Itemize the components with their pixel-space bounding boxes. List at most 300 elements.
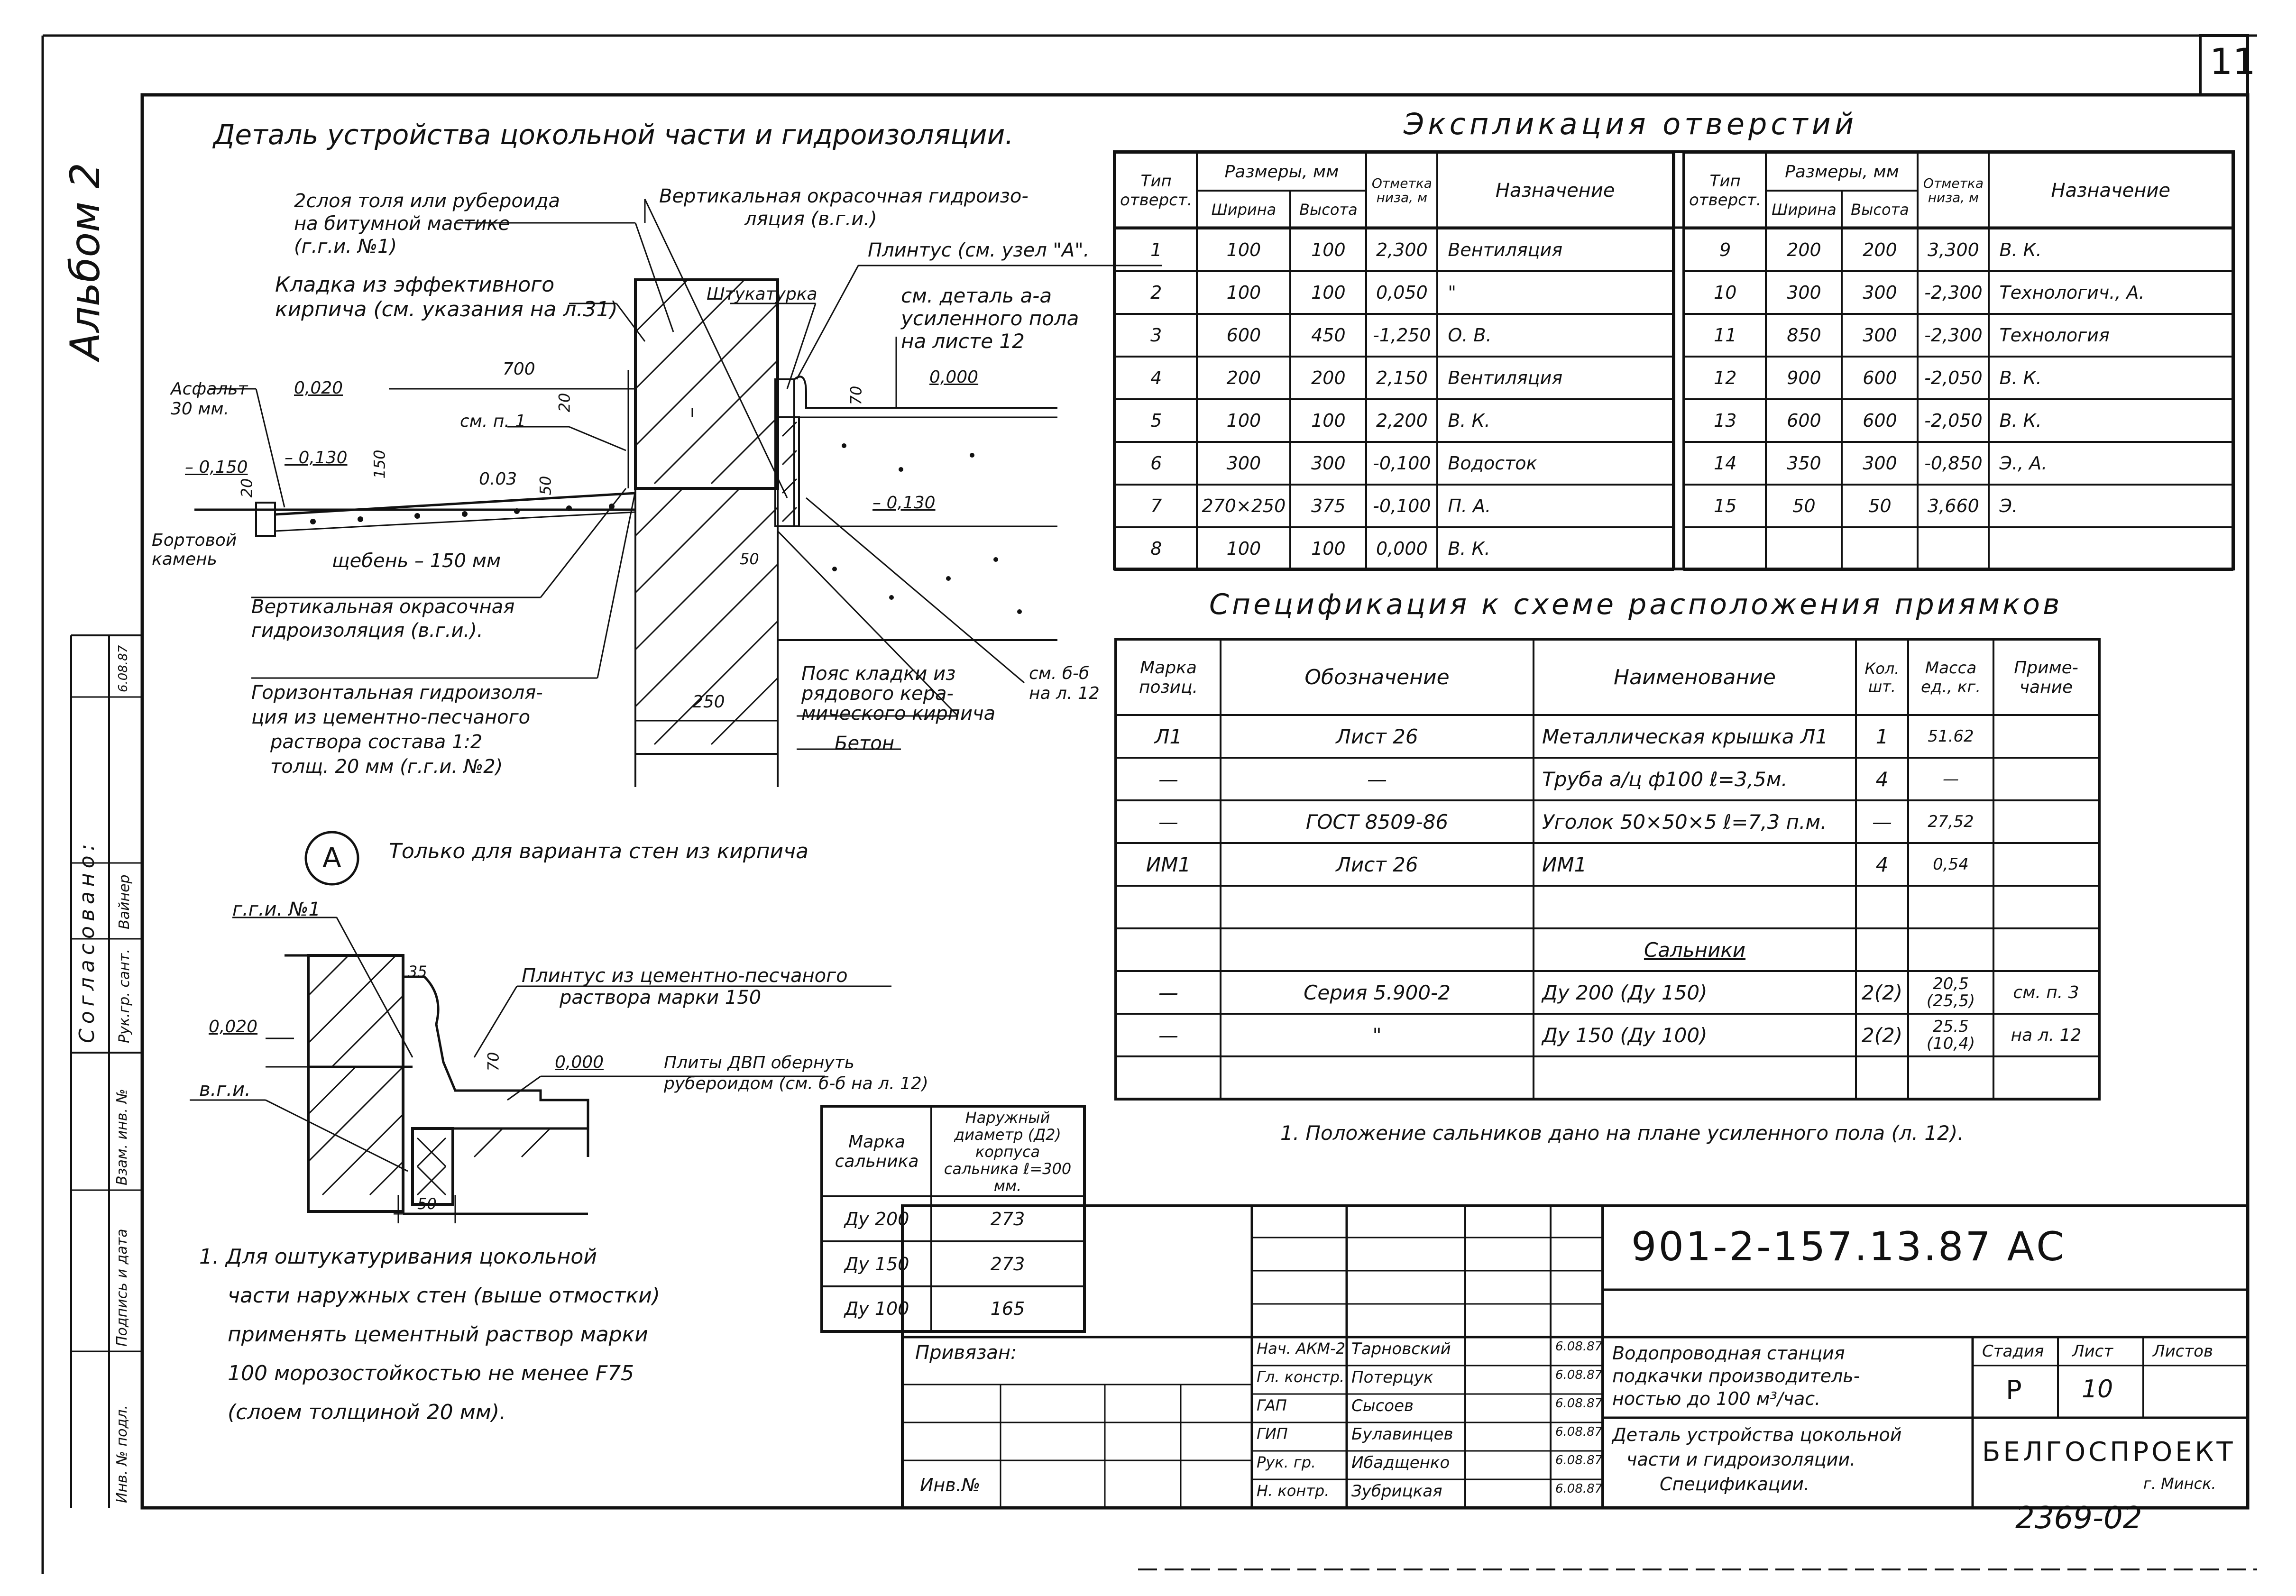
spec-designation (1221, 928, 1534, 971)
level-m0130b: – 0,130 (872, 493, 936, 513)
label-see-p1: см. п. 1 (460, 412, 526, 431)
node-a-dim-35: 35 (408, 963, 427, 981)
stamp-stage: Р (2006, 1375, 2022, 1406)
table-row (1116, 715, 2099, 758)
spec-mark (1116, 1056, 1221, 1099)
stamp-city: г. Минск. (2143, 1475, 2216, 1493)
expl-l-mark: 2,200 (1366, 399, 1437, 442)
label-masonry-1: Кладка из эффективного (275, 273, 555, 297)
expl-l-purpose: П. А. (1437, 485, 1673, 527)
expl-l-mark: -0,100 (1366, 442, 1437, 485)
label-belt-1: Пояс кладки из (801, 663, 956, 685)
label-belt-3: мического кирпича (801, 703, 996, 725)
spec-qty: — (1856, 800, 1908, 843)
node-a-level-0020: 0,020 (209, 1017, 258, 1036)
expl-l-type: 3 (1115, 314, 1197, 357)
expl-l-width: 100 (1197, 399, 1290, 442)
expl-r-h-purpose: Назначение (1989, 153, 2232, 229)
stamp-sheet-header: Лист (2072, 1342, 2113, 1361)
expl-r-purpose: Технологич., А. (1989, 271, 2232, 314)
label-see-detail-3: на листе 12 (901, 330, 1025, 353)
spec-note: см. п. 3 (1993, 971, 2099, 1014)
stamp-object-1: Водопроводная станция (1612, 1343, 1845, 1364)
table-row (1115, 271, 1673, 314)
expl-r-mark: 3,660 (1918, 485, 1989, 527)
label-layers-2: на битумной мастике (294, 213, 510, 235)
label-asphalt-2: 30 мм. (171, 399, 230, 419)
stamp-date: 6.08.87 (1555, 1425, 1603, 1439)
expl-r-height: 300 (1842, 314, 1918, 357)
label-horizontal-4: толщ. 20 мм (г.г.и. №2) (270, 756, 503, 778)
spec-note (1993, 1056, 2099, 1099)
table-row (1684, 357, 2232, 399)
stamp-sheet-title-2: части и гидроизоляции. (1626, 1449, 1856, 1470)
sheet-number: 11 (2210, 40, 2256, 83)
expl-r-h-sizes: Размеры, мм (1766, 153, 1918, 191)
table-row (1116, 928, 2099, 971)
spec-name: Ду 200 (Ду 150) (1534, 971, 1856, 1014)
stamp-role: Гл. констр. (1257, 1368, 1345, 1386)
note-left-line-1: 1. Для оштукатуривания цокольной (199, 1245, 597, 1269)
node-a-mark: А (322, 842, 341, 874)
table-row (1115, 357, 1673, 399)
expl-r-h-height: Высота (1842, 191, 1918, 229)
side-label-replace: Взам. инв. № (114, 1089, 130, 1185)
label-vgi-1: Вертикальная окрасочная (251, 596, 515, 618)
stamp-role: ГИП (1257, 1425, 1288, 1443)
side-date: 6.08.87 (116, 645, 130, 692)
spec-mass (1908, 928, 1993, 971)
stamp-date: 6.08.87 (1555, 1482, 1603, 1496)
expl-r-purpose: В. К. (1989, 229, 2232, 271)
label-vert-paint-1: Вертикальная окрасочная гидроизо- (659, 185, 1029, 207)
label-slope: 0.03 (479, 469, 517, 489)
expl-l-width: 270×250 (1197, 485, 1290, 527)
expl-r-mark: 3,300 (1918, 229, 1989, 271)
expl-r-type: 14 (1684, 442, 1766, 485)
album-label: Альбом 2 (62, 162, 109, 360)
expl-r-height: 200 (1842, 229, 1918, 271)
label-belt (801, 664, 995, 724)
expl-r-mark: -2,300 (1918, 314, 1989, 357)
expl-l-height: 375 (1290, 485, 1366, 527)
expl-l-mark: 0,050 (1366, 271, 1437, 314)
expl-l-width: 100 (1197, 229, 1290, 271)
stamp-sheets-header: Листов (2153, 1342, 2213, 1361)
note-left-line-5: (слоем толщиной 20 мм). (228, 1400, 506, 1424)
label-gravel: щебень – 150 мм (332, 550, 501, 572)
label-layers-1: 2слоя толя или рубероида (294, 190, 560, 212)
spec-qty: 1 (1856, 715, 1908, 758)
note-left-line-3: применять цементный раствор марки (228, 1322, 648, 1347)
label-horizontal-3: раствора состава 1:2 (270, 731, 483, 753)
spec-h-name: Наименование (1534, 639, 1856, 715)
expl-r-purpose: Э., А. (1989, 442, 2232, 485)
label-asphalt (171, 379, 248, 419)
spec-name: Уголок 50×50×5 ℓ=7,3 п.м. (1534, 800, 1856, 843)
stamp-sheet-title-3: Спецификации. (1660, 1474, 1810, 1495)
stamp-org: БЕЛГОСПРОЕКТ (1982, 1437, 2236, 1468)
expl-l-purpose: Вентиляция (1437, 357, 1673, 399)
node-a-plates-1: Плиты ДВП обернуть (664, 1053, 854, 1073)
spec-note (1993, 886, 2099, 928)
stamp-role: Н. контр. (1257, 1482, 1330, 1500)
node-a-dim-70: 70 (484, 1052, 503, 1072)
spec-mark: ИМ1 (1116, 843, 1221, 886)
node-a-title: Только для варианта стен из кирпича (389, 839, 809, 863)
spec-h-mark: Марка позиц. (1116, 639, 1221, 715)
spec-note (1993, 715, 2099, 758)
glands-header-mark: Марка сальника (822, 1106, 931, 1196)
spec-mark: — (1116, 1014, 1221, 1056)
expl-r-height: 300 (1842, 271, 1918, 314)
label-masonry (275, 273, 618, 322)
side-person: Вайнер (116, 874, 133, 929)
level-m0150: – 0,150 (185, 458, 248, 477)
spec-note (1993, 928, 2099, 971)
stamp-name: Сысоев (1351, 1396, 1414, 1415)
table-row (1115, 442, 1673, 485)
expl-r-h-width: Ширина (1766, 191, 1842, 229)
label-asphalt-1: Асфальт (171, 379, 248, 399)
node-a-drawing (266, 832, 588, 1223)
spec-name: Ду 150 (Ду 100) (1534, 1014, 1856, 1056)
spec-designation: " (1221, 1014, 1534, 1056)
spec-h-mass: Масса ед., кг. (1908, 639, 1993, 715)
stamp-name: Зубрицкая (1351, 1482, 1442, 1501)
stamp-date: 6.08.87 (1555, 1453, 1603, 1468)
dim-250: 250 (692, 692, 725, 712)
glands-row-2-diam: 273 (931, 1241, 1084, 1286)
expl-r-mark: -0,850 (1918, 442, 1989, 485)
expl-r-mark: -2,050 (1918, 357, 1989, 399)
expl-r-mark (1918, 527, 1989, 570)
table-row (1116, 1056, 2099, 1099)
label-curb-2: камень (152, 550, 217, 569)
spec-mark (1116, 928, 1221, 971)
glands-row-1-mark: Ду 200 (822, 1196, 931, 1241)
label-vgi-2: гидроизоляция (в.г.и.). (251, 620, 483, 642)
expl-r-height: 50 (1842, 485, 1918, 527)
level-0000: 0,000 (929, 367, 979, 387)
node-a-dim-50: 50 (417, 1195, 437, 1213)
expl-r-purpose: В. К. (1989, 399, 2232, 442)
stamp-stage-header: Стадия (1982, 1342, 2044, 1361)
expl-r-width (1766, 527, 1842, 570)
dim-70: 70 (847, 385, 865, 405)
label-see-detail-1: см. деталь а-а (901, 284, 1052, 307)
expl-l-height: 300 (1290, 442, 1366, 485)
side-agreed: Согласовано: (75, 839, 99, 1043)
label-curb (152, 531, 237, 569)
spec-name (1534, 886, 1856, 928)
spec-designation (1221, 1056, 1534, 1099)
label-horizontal (251, 680, 543, 779)
explication-table-left (1114, 152, 1674, 571)
spec-qty: 4 (1856, 758, 1908, 800)
spec-mark (1116, 886, 1221, 928)
level-m0130: – 0,130 (285, 448, 348, 468)
dim-50b: 50 (740, 550, 759, 568)
expl-l-purpose: В. К. (1437, 527, 1673, 570)
table-row (1684, 229, 2232, 271)
dim-50a: 50 (536, 476, 555, 495)
spec-h-designation: Обозначение (1221, 639, 1534, 715)
dim-150: 150 (370, 449, 389, 479)
expl-l-type: 1 (1115, 229, 1197, 271)
table-row (1684, 399, 2232, 442)
spec-mass (1908, 886, 1993, 928)
spec-mark: — (1116, 971, 1221, 1014)
label-see-bb-1: см. б-б (1029, 664, 1090, 683)
node-a-plinth (522, 965, 848, 1009)
glands-header-diam: Наружный диаметр (Д2) корпуса сальника ℓ=300 мм. (931, 1106, 1084, 1196)
stamp-role: Нач. АКМ-2 (1257, 1339, 1346, 1358)
expl-l-h-type: Тип отверст. (1115, 153, 1197, 229)
stamp-name: Ибадщенко (1351, 1453, 1450, 1472)
label-horizontal-1: Горизонтальная гидроизоля- (251, 682, 543, 704)
expl-l-height: 100 (1290, 271, 1366, 314)
spec-note (1993, 843, 2099, 886)
expl-l-type: 7 (1115, 485, 1197, 527)
spec-mass: 25.5 (10,4) (1908, 1014, 1993, 1056)
spec-designation: ГОСТ 8509-86 (1221, 800, 1534, 843)
table-row (1116, 886, 2099, 928)
node-a-plates-2: рубероидом (см. б-б на л. 12) (664, 1074, 928, 1093)
table-row (1684, 271, 2232, 314)
expl-l-width: 300 (1197, 442, 1290, 485)
expl-l-mark: -1,250 (1366, 314, 1437, 357)
spec-designation: Лист 26 (1221, 843, 1534, 886)
spec-h-note: Приме- чание (1993, 639, 2099, 715)
node-a-plates (664, 1053, 928, 1094)
expl-r-purpose (1989, 527, 2232, 570)
stamp-name: Потерцук (1351, 1368, 1433, 1387)
spec-name: Труба а/ц ф100 ℓ=3,5м. (1534, 758, 1856, 800)
expl-r-width: 900 (1766, 357, 1842, 399)
explication-table-right (1683, 152, 2233, 571)
expl-r-h-mark: Отметка низа, м (1918, 153, 1989, 229)
expl-l-type: 8 (1115, 527, 1197, 570)
spec-note (1993, 800, 2099, 843)
expl-r-mark: -2,050 (1918, 399, 1989, 442)
table-row (1115, 527, 1673, 570)
spec-table (1114, 638, 2101, 1101)
detail-title: Деталь устройства цокольной части и гидроизоляции. (213, 119, 1014, 151)
stamp-object-3: ностью до 100 м³/час. (1612, 1388, 1821, 1409)
expl-l-width: 600 (1197, 314, 1290, 357)
expl-l-h-sizes: Размеры, мм (1197, 153, 1366, 191)
expl-r-height: 600 (1842, 357, 1918, 399)
spec-mass (1908, 1056, 1993, 1099)
label-see-detail (901, 284, 1079, 353)
expl-l-type: 2 (1115, 271, 1197, 314)
expl-l-width: 200 (1197, 357, 1290, 399)
gravel-dots (310, 443, 1022, 614)
stamp-date: 6.08.87 (1555, 1368, 1603, 1382)
stamp-date: 6.08.87 (1555, 1396, 1603, 1411)
label-concrete: Бетон (835, 733, 894, 754)
side-label-inv: Инв. № подл. (114, 1405, 130, 1503)
label-masonry-2: кирпича (см. указания на л.31) (275, 297, 618, 321)
node-a-ggi: г.г.и. №1 (232, 899, 321, 920)
spec-mass: 0,54 (1908, 843, 1993, 886)
expl-r-type: 10 (1684, 271, 1766, 314)
expl-l-height: 100 (1290, 399, 1366, 442)
stamp-date: 6.08.87 (1555, 1339, 1603, 1354)
spec-note: на л. 12 (1993, 1014, 2099, 1056)
expl-r-width: 600 (1766, 399, 1842, 442)
expl-l-type: 5 (1115, 399, 1197, 442)
spec-mark: — (1116, 758, 1221, 800)
spec-name: Металлическая крышка Л1 (1534, 715, 1856, 758)
table-row (1116, 843, 2099, 886)
expl-l-purpose: Вентиляция (1437, 229, 1673, 271)
expl-l-height: 200 (1290, 357, 1366, 399)
stamp-name: Булавинцев (1351, 1425, 1453, 1444)
stamp-role: ГАП (1257, 1396, 1287, 1414)
expl-r-width: 350 (1766, 442, 1842, 485)
spec-designation (1221, 886, 1534, 928)
spec-qty: 2(2) (1856, 1014, 1908, 1056)
expl-l-mark: 2,300 (1366, 229, 1437, 271)
expl-l-h-height: Высота (1290, 191, 1366, 229)
table-row (1684, 314, 2232, 357)
expl-r-type: 15 (1684, 485, 1766, 527)
spec-note: 1. Положение сальников дано на плане усиленного пола (л. 12). (1280, 1121, 1964, 1145)
side-role: Рук.гр. сант. (116, 949, 133, 1043)
note-left-line-4: 100 морозостойкостью не менее F75 (228, 1361, 634, 1385)
expl-r-purpose: Технология (1989, 314, 2232, 357)
spec-qty: 2(2) (1856, 971, 1908, 1014)
expl-r-width: 850 (1766, 314, 1842, 357)
spec-note (1993, 758, 2099, 800)
spec-title: Спецификация к схеме расположения приямков (1209, 588, 2063, 621)
label-layers-3: (г.г.и. №1) (294, 236, 397, 257)
side-label-sign: Подпись и дата (114, 1229, 130, 1347)
table-row (1116, 1014, 2099, 1056)
stamp-object-2: подкачки производитель- (1612, 1366, 1860, 1386)
stamp-object (1612, 1342, 1860, 1410)
expl-l-purpose: Водосток (1437, 442, 1673, 485)
expl-l-purpose: О. В. (1437, 314, 1673, 357)
expl-r-purpose: В. К. (1989, 357, 2232, 399)
node-a-plinth-1: Плинтус из цементно-песчаного (522, 965, 848, 987)
spec-mass: 51.62 (1908, 715, 1993, 758)
label-plaster: Штукатурка (707, 284, 817, 304)
spec-mass: — (1908, 758, 1993, 800)
table-row (1684, 485, 2232, 527)
label-vert-paint (659, 185, 1029, 230)
label-plinth: Плинтус (см. узел "А". (868, 239, 1090, 261)
glands-row-2-mark: Ду 150 (822, 1241, 931, 1286)
spec-name: Сальники (1534, 928, 1856, 971)
expl-l-type: 4 (1115, 357, 1197, 399)
label-see-detail-2: усиленного пола (901, 307, 1079, 330)
expl-r-type: 13 (1684, 399, 1766, 442)
expl-r-purpose: Э. (1989, 485, 2232, 527)
expl-l-type: 6 (1115, 442, 1197, 485)
expl-l-purpose: " (1437, 271, 1673, 314)
expl-r-h-type: Тип отверст. (1684, 153, 1766, 229)
spec-qty: 4 (1856, 843, 1908, 886)
spec-mass: 20,5 (25,5) (1908, 971, 1993, 1014)
expl-l-mark: 0,000 (1366, 527, 1437, 570)
spec-designation: Серия 5.900-2 (1221, 971, 1534, 1014)
level-0020: 0,020 (294, 378, 343, 398)
label-vgi (251, 595, 514, 642)
explication-title: Экспликация отверстий (1404, 107, 1858, 141)
dim-20a: 20 (555, 393, 574, 413)
table-row (1116, 971, 2099, 1014)
spec-designation: — (1221, 758, 1534, 800)
spec-mass: 27,52 (1908, 800, 1993, 843)
spec-mark: — (1116, 800, 1221, 843)
stamp-role: Рук. гр. (1257, 1453, 1316, 1471)
expl-r-mark: -2,300 (1918, 271, 1989, 314)
expl-r-height: 300 (1842, 442, 1918, 485)
expl-l-mark: -0,100 (1366, 485, 1437, 527)
spec-qty (1856, 928, 1908, 971)
label-curb-1: Бортовой (152, 531, 237, 550)
label-belt-2: рядового кера- (801, 683, 954, 705)
dim-700: 700 (503, 359, 535, 379)
expl-l-h-width: Ширина (1197, 191, 1290, 229)
spec-qty (1856, 886, 1908, 928)
node-a-plinth-2: раствора марки 150 (560, 987, 762, 1009)
glands-row-1-diam: 273 (931, 1196, 1084, 1241)
expl-r-type (1684, 527, 1766, 570)
expl-l-h-mark: Отметка низа, м (1366, 153, 1437, 229)
spec-name: ИМ1 (1534, 843, 1856, 886)
table-row (1116, 800, 2099, 843)
table-row (1115, 399, 1673, 442)
expl-r-width: 300 (1766, 271, 1842, 314)
bottom-code: 2369-02 (2015, 1501, 2142, 1536)
table-row (1684, 442, 2232, 485)
stamp-inv: Инв.№ (920, 1475, 981, 1495)
note-left-line-2: части наружных стен (выше отмостки) (228, 1284, 660, 1308)
spec-name (1534, 1056, 1856, 1099)
stamp-bound: Привязан: (915, 1342, 1017, 1364)
expl-r-width: 200 (1766, 229, 1842, 271)
table-row (1684, 527, 2232, 570)
spec-mark: Л1 (1116, 715, 1221, 758)
expl-r-type: 9 (1684, 229, 1766, 271)
expl-l-height: 100 (1290, 229, 1366, 271)
node-a-level-0000: 0,000 (555, 1053, 604, 1072)
expl-l-h-purpose: Назначение (1437, 153, 1673, 229)
expl-r-type: 11 (1684, 314, 1766, 357)
table-row (1115, 485, 1673, 527)
node-a-vgi: в.г.и. (199, 1079, 251, 1101)
spec-qty (1856, 1056, 1908, 1099)
note-left (199, 1238, 660, 1432)
glands-row-3-mark: Ду 100 (822, 1286, 931, 1331)
label-see-bb (1029, 664, 1100, 704)
expl-r-width: 50 (1766, 485, 1842, 527)
glands-row-3-diam: 165 (931, 1286, 1084, 1331)
expl-l-width: 100 (1197, 271, 1290, 314)
expl-l-height: 450 (1290, 314, 1366, 357)
expl-r-height (1842, 527, 1918, 570)
stamp-sheet-title (1612, 1422, 1901, 1496)
expl-r-type: 12 (1684, 357, 1766, 399)
table-row (1116, 758, 2099, 800)
spec-designation: Лист 26 (1221, 715, 1534, 758)
expl-l-purpose: В. К. (1437, 399, 1673, 442)
table-row (1115, 314, 1673, 357)
